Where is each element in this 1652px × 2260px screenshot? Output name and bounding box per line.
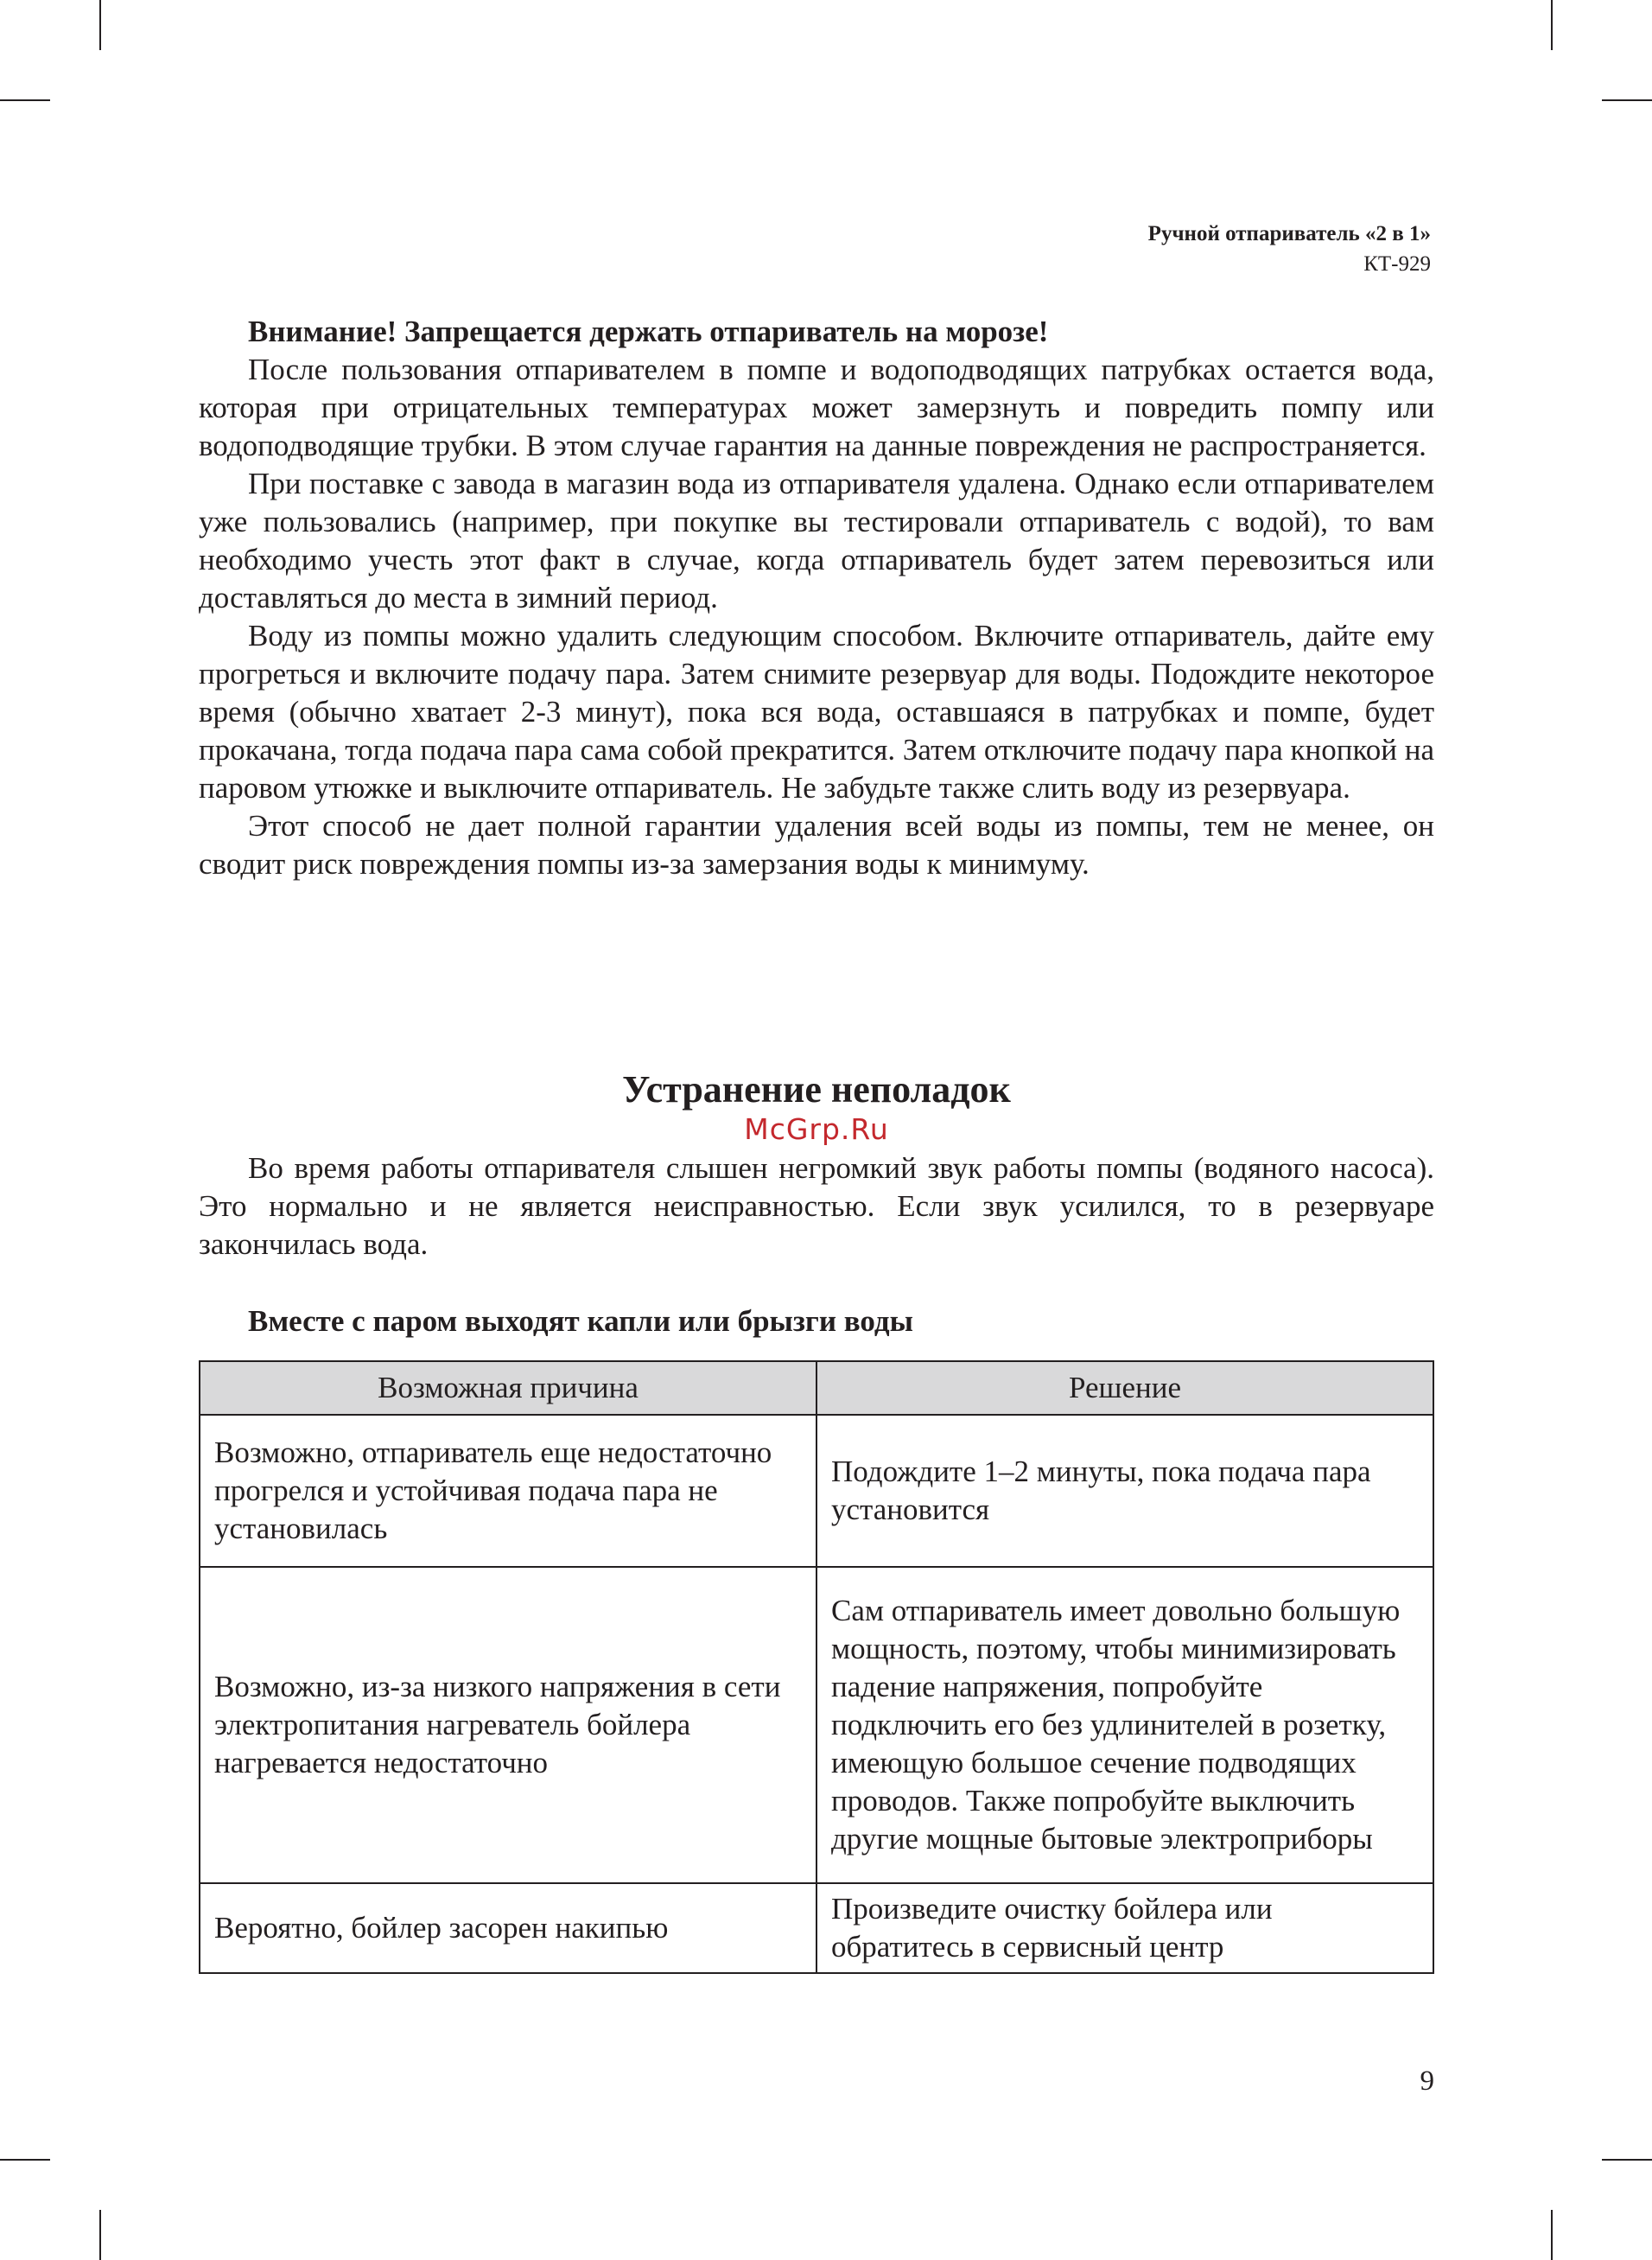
page-number: 9 (1420, 2066, 1434, 2097)
frost-warning-section (199, 313, 1434, 883)
header-model: КТ-929 (1363, 252, 1431, 276)
crop-mark-bottom-right (1551, 2210, 1553, 2260)
crop-mark-right-bottom (1602, 2159, 1652, 2161)
column-header-cause: Возможная причина (200, 1361, 816, 1415)
cause-cell: Вероятно, бойлер засорен накипью (200, 1883, 816, 1973)
table-row (200, 1415, 1433, 1567)
solution-cell: Сам отпариватель имеет довольно большую мощность, поэтому, чтобы минимизировать падение напряжения, попробуйте подключить его без удлинителей в розетку, имеющую большое сечение подводящих проводов. Также попробуйте выключить другие мощные бытовые электроприборы (816, 1567, 1433, 1883)
column-header-solution: Решение (816, 1361, 1433, 1415)
crop-mark-left-top (0, 99, 50, 101)
section-title: Устранение неполадок (622, 1068, 1011, 1111)
table-heading: Вместе с паром выходят капли или брызги воды (248, 1304, 913, 1338)
crop-mark-bottom-left (99, 2210, 101, 2260)
watermark: McGrp.Ru (744, 1112, 889, 1146)
table-header-row (200, 1361, 1433, 1415)
running-header (1148, 219, 1431, 279)
solution-cell: Подождите 1–2 минуты, пока подача пара установится (816, 1415, 1433, 1567)
paragraph: Воду из помпы можно удалить следующим способом. Включите отпариватель, дайте ему прогреться и включите подачу пара. Затем снимите резервуар для воды. Подождите некоторое время (обычно хватает 2-3 минут), пока вся вода, оставшаяся в патрубках и помпе, будет прокачана, тогда подача пара сама собой прекратится. Затем отключите подачу пара кнопкой на паровом утюжке и выключите отпариватель. Не забудьте также слить воду из резервуара. (199, 619, 1434, 805)
warning-heading: Внимание! Запрещается держать отпариватель на морозе! (248, 315, 1049, 348)
paragraph: При поставке с завода в магазин вода из отпаривателя удалена. Однако если отпаривателем уже пользовались (например, при покупке вы тестировали отпариватель с водой), то вам необходимо учесть этот факт в случае, когда отпариватель будет затем перевозиться или доставляться до места в зимний период. (199, 467, 1434, 614)
cause-cell: Возможно, из-за низкого напряжения в сети электропитания нагреватель бойлера нагревается недостаточно (200, 1567, 816, 1883)
paragraph: Этот способ не дает полной гарантии удаления всей воды из помпы, тем не менее, он сводит риск повреждения помпы из-за замерзания воды к минимуму. (199, 809, 1434, 881)
crop-mark-top-left (99, 0, 101, 50)
header-title: Ручной отпариватель «2 в 1» (1147, 222, 1431, 245)
troubleshooting-intro (199, 1149, 1434, 1264)
crop-mark-top-right (1551, 0, 1553, 50)
solution-cell: Произведите очистку бойлера или обратитесь в сервисный центр (816, 1883, 1433, 1973)
crop-mark-left-bottom (0, 2159, 50, 2161)
cause-cell: Возможно, отпариватель еще недостаточно прогрелся и устойчивая подача пара не установилась (200, 1415, 816, 1567)
troubleshooting-table (199, 1360, 1434, 1974)
crop-mark-right-top (1602, 99, 1652, 101)
paragraph: Во время работы отпаривателя слышен негромкий звук работы помпы (водяного насоса). Это нормально и не является неисправностью. Если звук усилился, то в резервуаре закончилась вода. (199, 1151, 1434, 1261)
table-row (200, 1883, 1433, 1973)
table-row (200, 1567, 1433, 1883)
paragraph: После пользования отпаривателем в помпе и водоподводящих патрубках остается вода, которая при отрицательных температурах может замерзнуть и повредить помпу или водоподводящие трубки. В этом случае гарантия на данные повреждения не распространяется. (199, 353, 1434, 462)
